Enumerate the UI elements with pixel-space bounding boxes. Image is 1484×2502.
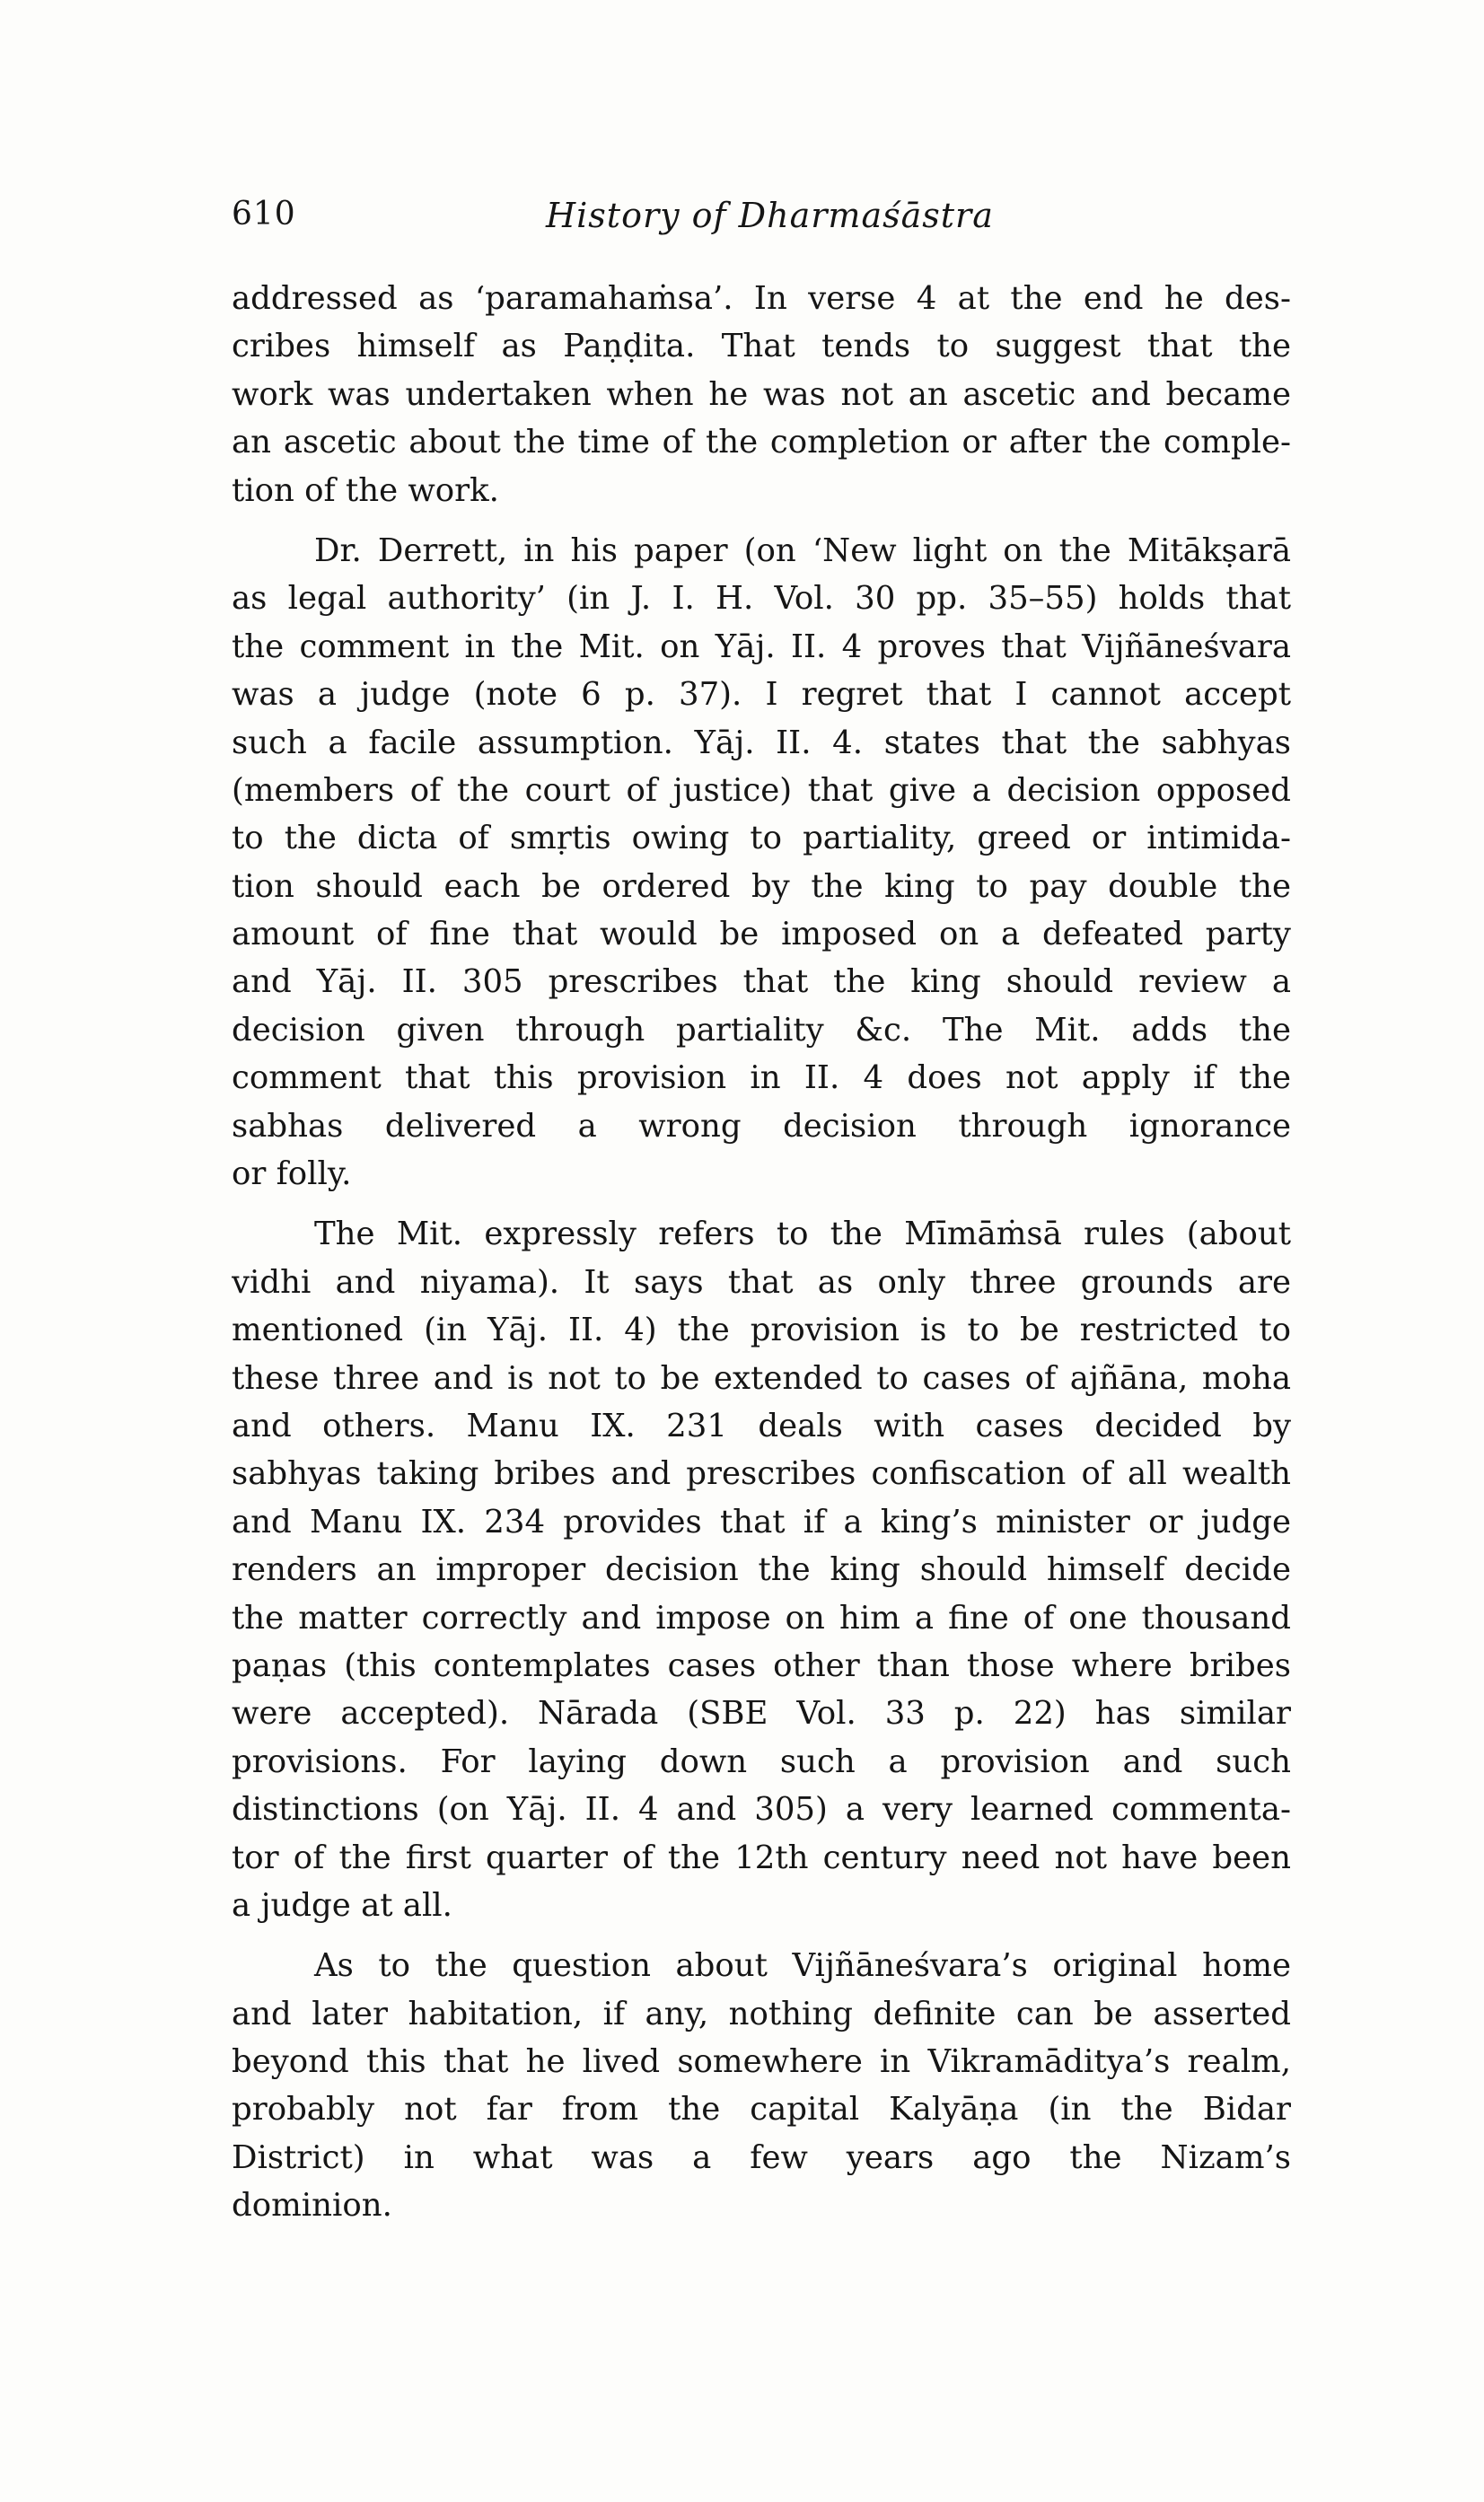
text-line: or folly. [232, 1155, 352, 1193]
text-line: was a judge (note 6 p. 37). I regret that I cannot accept [232, 676, 1291, 714]
text-line: tion should each be ordered by the king to pay double the [232, 867, 1291, 905]
text-line: (members of the court of justice) that give a decision opposed [232, 771, 1291, 809]
text-line: provisions. For laying down such a provision and such [232, 1743, 1291, 1780]
body-text [232, 275, 1291, 2230]
text-line: as legal authority’ (in J. I. H. Vol. 30 pp. 35–55) holds that [232, 580, 1291, 618]
paragraph-4 [232, 1942, 1291, 2229]
text-line: comment that this provision in II. 4 does not apply if the [232, 1059, 1291, 1097]
text-line: and later habitation, if any, nothing definite can be asserted [232, 1995, 1291, 2032]
text-line: addressed as ‘paramahaṁsa’. In verse 4 at the end he des- [232, 280, 1291, 317]
text-line: beyond this that he lived somewhere in Vikramāditya’s realm, [232, 2043, 1291, 2081]
page-number: 610 [232, 196, 296, 233]
text-line: a judge at all. [232, 1886, 452, 1924]
text-line: were accepted). Nārada (SBE Vol. 33 p. 22) has similar [232, 1695, 1291, 1733]
text-line: amount of fine that would be imposed on a defeated party [232, 916, 1291, 953]
text-line: distinctions (on Yāj. II. 4 and 305) a very learned commenta- [232, 1791, 1291, 1829]
text-line: to the dicta of smṛtis owing to partiality, greed or intimida- [232, 820, 1291, 857]
text-line: decision given through partiality &c. The Mit. adds the [232, 1011, 1291, 1049]
paragraph-3 [232, 1210, 1291, 1929]
text-line: District) in what was a few years ago the Nizam’s [232, 2138, 1291, 2176]
text-line: paṇas (this contemplates cases other than those where bribes [232, 1646, 1291, 1684]
text-line: renders an improper decision the king should himself decide [232, 1551, 1291, 1589]
text-line: these three and is not to be extended to cases of ajñāna, moha [232, 1359, 1291, 1397]
text-line: tion of the work. [232, 471, 499, 509]
text-line: mentioned (in Yāj. II. 4) the provision is to be restricted to [232, 1312, 1291, 1349]
running-head [232, 196, 1291, 250]
text-line: sabhas delivered a wrong decision through ignorance [232, 1107, 1291, 1145]
text-line: work was undertaken when he was not an ascetic and became [232, 375, 1291, 413]
text-line: probably not far from the capital Kalyāṇa (in the Bidar [232, 2091, 1291, 2129]
text-line: dominion. [232, 2187, 392, 2225]
text-line: and Yāj. II. 305 prescribes that the king should review a [232, 963, 1291, 1001]
text-line: vidhi and niyama). It says that as only three grounds are [232, 1263, 1291, 1301]
text-line: and Manu IX. 234 provides that if a king’s minister or judge [232, 1503, 1291, 1541]
paragraph-2 [232, 527, 1291, 1198]
text-line: the matter correctly and impose on him a fine of one thousand [232, 1599, 1291, 1637]
text-line: the comment in the Mit. on Yāj. II. 4 proves that Vijñāneśvara [232, 628, 1291, 665]
text-line: As to the question about Vijñāneśvara’s original home [314, 1947, 1291, 1985]
text-line: cribes himself as Paṇḍita. That tends to suggest that the [232, 328, 1291, 365]
text-line: such a facile assumption. Yāj. II. 4. states that the sabhyas [232, 724, 1291, 761]
paragraph-1 [232, 275, 1291, 514]
text-line: sabhyas taking bribes and prescribes confiscation of all wealth [232, 1455, 1291, 1493]
text-line: The Mit. expressly refers to the Mīmāṁsā rules (about [314, 1216, 1291, 1253]
running-title: History of Dharmaśāstra [546, 196, 994, 235]
text-line: an ascetic about the time of the completion or after the comple- [232, 424, 1291, 461]
text-line: tor of the first quarter of the 12th century need not have been [232, 1839, 1291, 1876]
text-line: Dr. Derrett, in his paper (on ‘New light on the Mitākṣarā [314, 531, 1291, 569]
text-line: and others. Manu IX. 231 deals with cases decided by [232, 1407, 1291, 1444]
